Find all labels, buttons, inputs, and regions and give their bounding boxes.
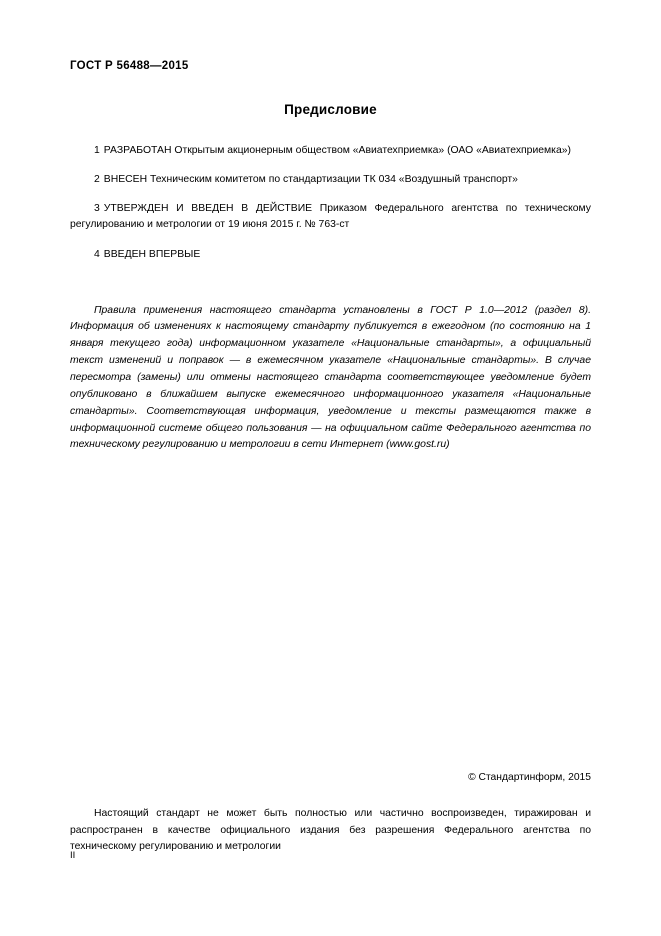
clause-1-number: 1: [94, 145, 100, 156]
standard-number: ГОСТ Р 56488—2015: [70, 60, 189, 72]
clause-4-text: ВВЕДЕН ВПЕРВЫЕ: [103, 248, 201, 260]
clause-3: [70, 201, 591, 233]
page-title: Предисловие: [284, 102, 377, 117]
clause-2: [70, 172, 591, 188]
clause-4: [70, 247, 591, 263]
reproduction-notice: Настоящий стандарт не может быть полностью или частично воспроизведен, тиражирован и распространен в качестве официального издания без разрешения Федерального агентства по техническому регулированию и метрологии: [70, 808, 591, 852]
clause-1: [70, 143, 591, 159]
clause-2-text: ВНЕСЕН Техническим комитетом по стандартизации ТК 034 «Воздушный транспорт»: [103, 174, 518, 186]
copyright-line: © Стандартинформ, 2015: [468, 772, 591, 783]
clause-3-number: 3: [94, 203, 100, 215]
clause-4-number: 4: [94, 248, 100, 260]
clause-1-text: РАЗРАБОТАН Открытым акционерным обществом «Авиатехприемка» (ОАО «Авиатехприемка»): [103, 145, 571, 156]
clause-2-number: 2: [94, 174, 100, 186]
page-number: II: [70, 850, 76, 861]
clause-3-text: УТВЕРЖДЕН И ВВЕДЕН В ДЕЙСТВИЕ Приказом Федерального агентства по техническому регулированию и метрологии от 19 июня 2015 г. № 763-ст: [70, 203, 591, 231]
application-rules-note: Правила применения настоящего стандарта установлены в ГОСТ Р 1.0—2012 (раздел 8). Информация об изменениях к настоящему стандарту публикуется в ежегодном (по состоянию на 1 января текущего года) информационном указателе «Национальные стандарты», а официальный текст изменений и поправок — в ежемесячном указателе «Национальные стандарты». В случае пересмотра (замены) или отмены настоящего стандарта соответствующее уведомление будет опубликовано в ближайшем выпуске ежемесячного информационного указателя «Национальные стандарты». Соответствующая информация, уведомление и тексты размещаются также в информационной системе общего пользования — на официальном сайте Федерального агентства по техническому регулированию и метрологии в сети Интернет (www.gost.ru): [70, 304, 591, 451]
